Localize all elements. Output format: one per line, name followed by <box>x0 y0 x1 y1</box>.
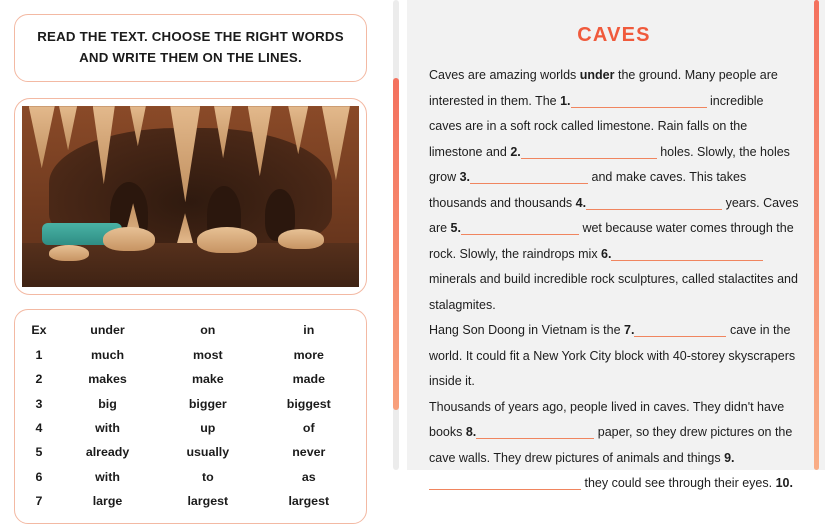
word-option[interactable]: big <box>98 396 117 411</box>
scrollbar-thumb[interactable] <box>393 78 399 410</box>
table-row <box>21 391 360 415</box>
paragraph-2: Hang Son Doong in Vietnam is the 7. cave in the world. It could fit a New York City block with 40-storey skyscrapers inside it. <box>429 323 796 388</box>
word-option[interactable]: with <box>95 469 120 484</box>
answer-blank[interactable] <box>470 170 588 184</box>
word-option[interactable]: most <box>192 347 223 362</box>
table-row <box>21 343 360 367</box>
answer-blank[interactable] <box>461 221 579 235</box>
instruction-text: READ THE TEXT. CHOOSE THE RIGHT WORDS AND WRITE THEM ON THE LINES. <box>37 29 344 65</box>
row-number: 3 <box>35 396 43 411</box>
word-option[interactable]: up <box>200 420 216 435</box>
instruction-box <box>14 14 367 82</box>
paragraph-1: Caves are amazing worlds under the ground. Many people are interested in them. The 1. incredible caves are in a soft rock called limestone. Rain falls on the limestone and 2. holes. Slowly, the holes grow 3. and make caves. This takes thousands and thousands 4. years. Caves are 5. wet because water comes through the rock. Slowly, the raindrops mix 6. minerals and build incredible rock sculptures, called stalactites and stalagmites. <box>429 68 799 312</box>
word-option[interactable]: already <box>85 445 130 460</box>
word-option[interactable]: in <box>303 323 315 338</box>
right-scrollbar-thumb[interactable] <box>814 0 819 470</box>
illustration-card <box>14 98 367 295</box>
answer-blank[interactable] <box>476 425 594 439</box>
table-row <box>21 464 360 488</box>
word-option[interactable]: made <box>292 372 325 387</box>
word-option[interactable]: with <box>95 420 120 435</box>
word-option[interactable]: as <box>301 469 316 484</box>
answer-blank[interactable] <box>571 94 707 108</box>
right-pane <box>407 0 825 490</box>
paragraph-3: Thousands of years ago, people lived in caves. They didn't have books 8. paper, so they drew pictures on the cave walls. They drew pictures of animals and things 9. they could see through their eyes. 10. <box>429 399 793 490</box>
row-number: 6 <box>35 469 43 484</box>
row-number: 4 <box>35 420 43 435</box>
gap-number: 9. <box>724 450 735 465</box>
word-option[interactable]: biggest <box>286 396 331 411</box>
gap-number: 7. <box>624 323 635 337</box>
gap-number: under <box>579 68 615 82</box>
word-option[interactable]: largest <box>288 494 330 509</box>
word-option[interactable]: never <box>292 445 326 460</box>
table-row <box>21 416 360 440</box>
word-option[interactable]: makes <box>88 372 127 387</box>
word-option[interactable]: large <box>92 494 123 509</box>
word-option[interactable]: on <box>200 323 216 338</box>
word-option[interactable]: usually <box>186 445 230 460</box>
table-row <box>21 318 360 342</box>
gap-number: 3. <box>459 170 471 184</box>
left-pane <box>0 0 385 509</box>
table-row <box>21 489 360 513</box>
word-option[interactable]: of <box>302 420 315 435</box>
table-row <box>21 440 360 464</box>
gap-number: 10. <box>775 476 793 490</box>
gap-number: 5. <box>450 221 461 235</box>
word-option[interactable]: largest <box>187 494 229 509</box>
word-option[interactable]: bigger <box>188 396 227 411</box>
rock-formation <box>278 229 324 249</box>
rock-formation <box>103 227 155 251</box>
rock-formation <box>197 227 257 253</box>
rock-formation <box>49 245 89 261</box>
gap-number: 8. <box>465 425 477 439</box>
answer-blank[interactable] <box>521 145 657 159</box>
answer-blank[interactable] <box>634 323 726 337</box>
gap-number: 2. <box>510 144 521 159</box>
row-number: 7 <box>35 494 43 509</box>
cave-interior-illustration <box>22 106 359 287</box>
answer-blank[interactable] <box>429 476 581 490</box>
row-number: 1 <box>35 347 43 362</box>
row-number: 5 <box>35 445 43 460</box>
word-option[interactable]: to <box>201 469 214 484</box>
row-number: 2 <box>35 372 43 387</box>
reading-passage <box>429 63 799 497</box>
word-option[interactable]: more <box>293 347 324 362</box>
left-scrollbar[interactable] <box>385 0 407 470</box>
word-option[interactable]: much <box>90 347 125 362</box>
gap-number: 6. <box>601 246 612 261</box>
word-option[interactable]: make <box>191 372 224 387</box>
word-option[interactable]: under <box>90 323 125 338</box>
page-title: CAVES <box>577 24 651 46</box>
row-number: Ex <box>31 323 47 338</box>
table-row <box>21 367 360 391</box>
answer-blank[interactable] <box>586 196 722 210</box>
word-choice-table-card <box>14 309 367 524</box>
gap-number: 4. <box>575 195 587 210</box>
answer-blank[interactable] <box>611 247 763 261</box>
word-choice-table <box>21 318 360 513</box>
gap-number: 1. <box>560 93 571 108</box>
